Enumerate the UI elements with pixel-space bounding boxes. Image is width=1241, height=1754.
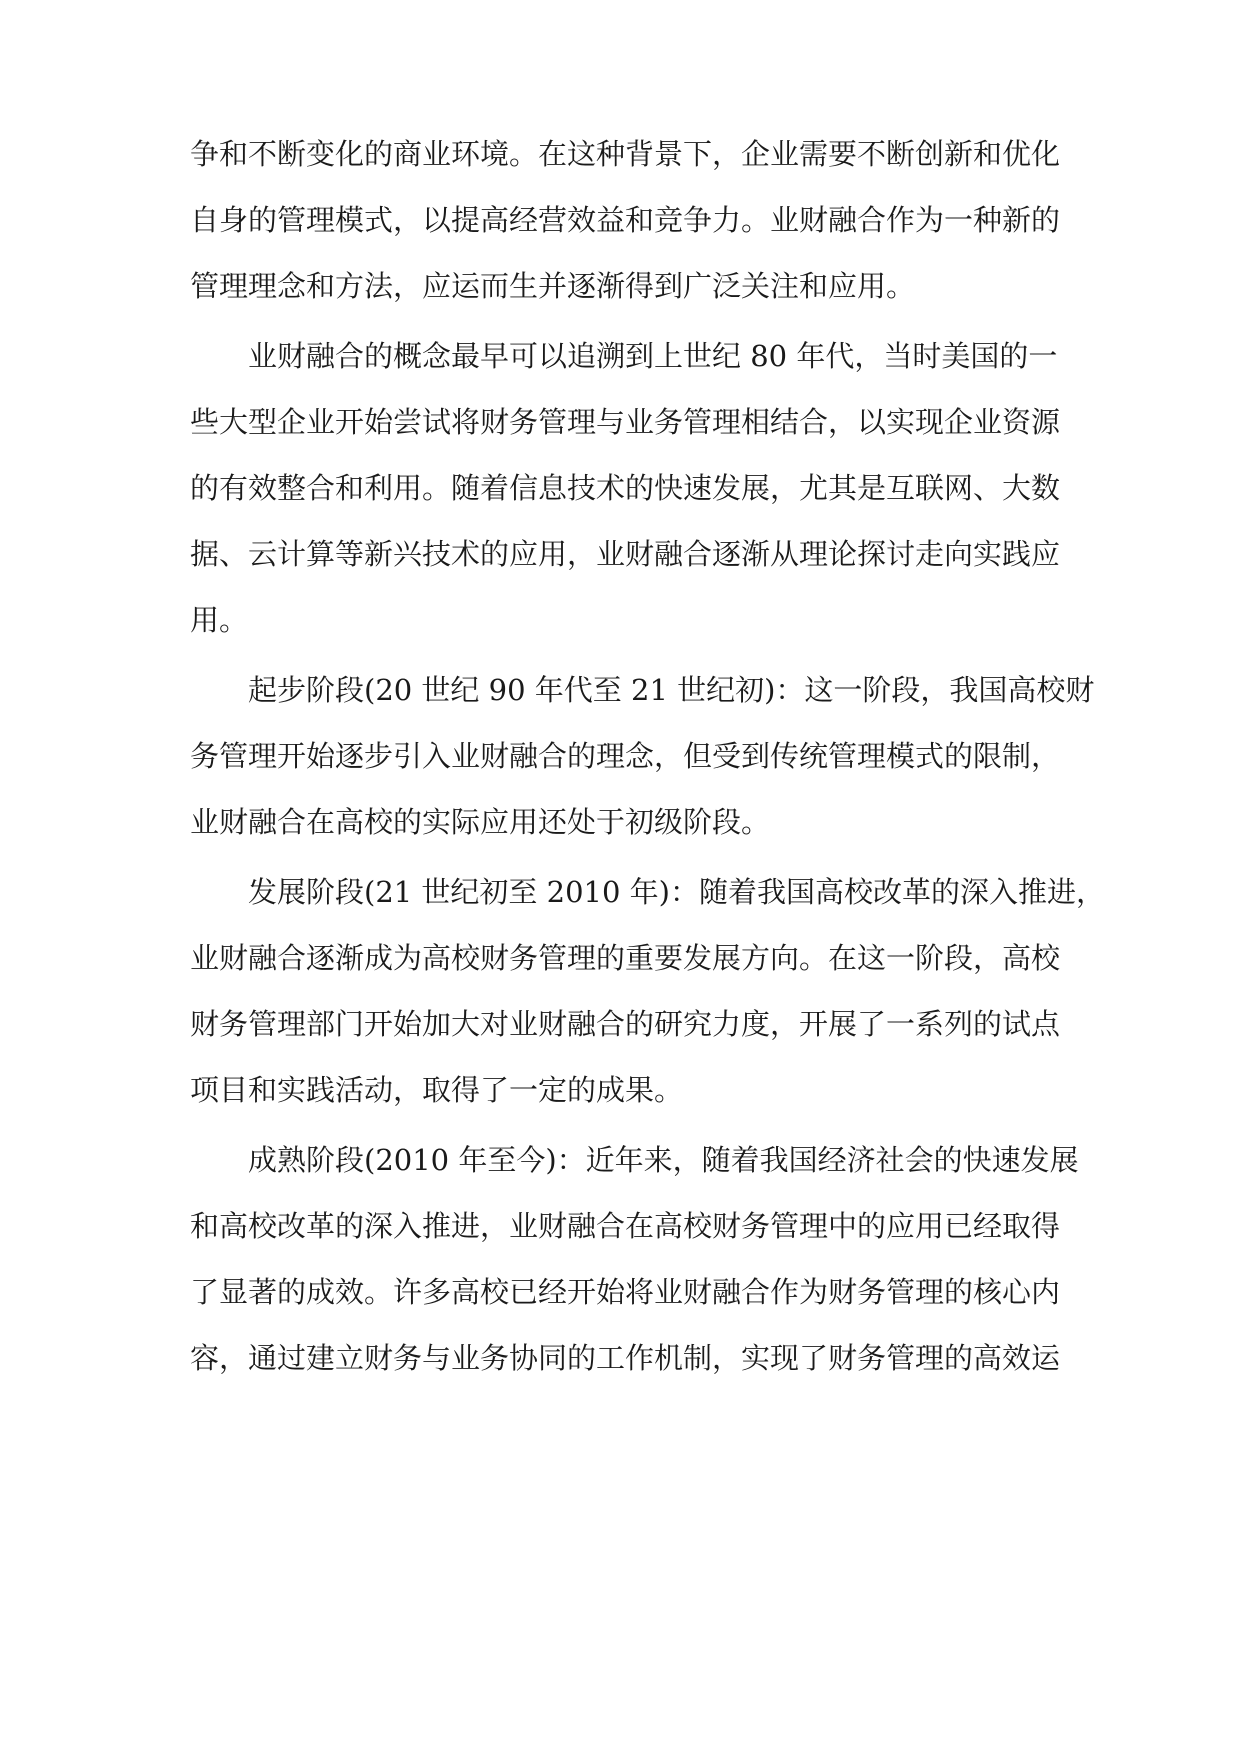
- paragraph-2-line-3: 的有效整合和利用。随着信息技术的快速发展，尤其是互联网、大数: [190, 471, 1061, 505]
- paragraph-2-line-1: 业财融合的概念最早可以追溯到上世纪 80 年代，当时美国的一: [248, 339, 1058, 373]
- paragraph-2-line-5: 用。: [190, 603, 249, 637]
- paragraph-4-line-3: 财务管理部门开始加大对业财融合的研究力度，开展了一系列的试点: [190, 1007, 1061, 1041]
- paragraph-3-line-3: 业财融合在高校的实际应用还处于初级阶段。: [190, 805, 771, 839]
- paragraph-5-line-1: 成熟阶段(2010 年至今)：近年来，随着我国经济社会的快速发展: [248, 1143, 1079, 1177]
- paragraph-3-line-1: 起步阶段(20 世纪 90 年代至 21 世纪初)：这一阶段，我国高校财: [248, 673, 1095, 707]
- paragraph-5-line-4: 容，通过建立财务与业务协同的工作机制，实现了财务管理的高效运: [190, 1341, 1061, 1375]
- paragraph-4-line-4: 项目和实践活动，取得了一定的成果。: [190, 1073, 684, 1107]
- paragraph-1-line-3: 管理理念和方法，应运而生并逐渐得到广泛关注和应用。: [190, 269, 916, 303]
- paragraph-1-line-1: 争和不断变化的商业环境。在这种背景下，企业需要不断创新和优化: [190, 137, 1061, 171]
- paragraph-4-line-2: 业财融合逐渐成为高校财务管理的重要发展方向。在这一阶段，高校: [190, 941, 1061, 975]
- paragraph-1-line-2: 自身的管理模式，以提高经营效益和竞争力。业财融合作为一种新的: [190, 203, 1061, 237]
- paragraph-5-line-3: 了显著的成效。许多高校已经开始将业财融合作为财务管理的核心内: [190, 1275, 1061, 1309]
- paragraph-2-line-4: 据、云计算等新兴技术的应用，业财融合逐渐从理论探讨走向实践应: [190, 537, 1061, 571]
- paragraph-4-line-1: 发展阶段(21 世纪初至 2010 年)：随着我国高校改革的深入推进，: [248, 875, 1105, 909]
- paragraph-5-line-2: 和高校改革的深入推进，业财融合在高校财务管理中的应用已经取得: [190, 1209, 1061, 1243]
- paragraph-3-line-2: 务管理开始逐步引入业财融合的理念，但受到传统管理模式的限制，: [190, 739, 1061, 773]
- paragraph-2-line-2: 些大型企业开始尝试将财务管理与业务管理相结合，以实现企业资源: [190, 405, 1061, 439]
